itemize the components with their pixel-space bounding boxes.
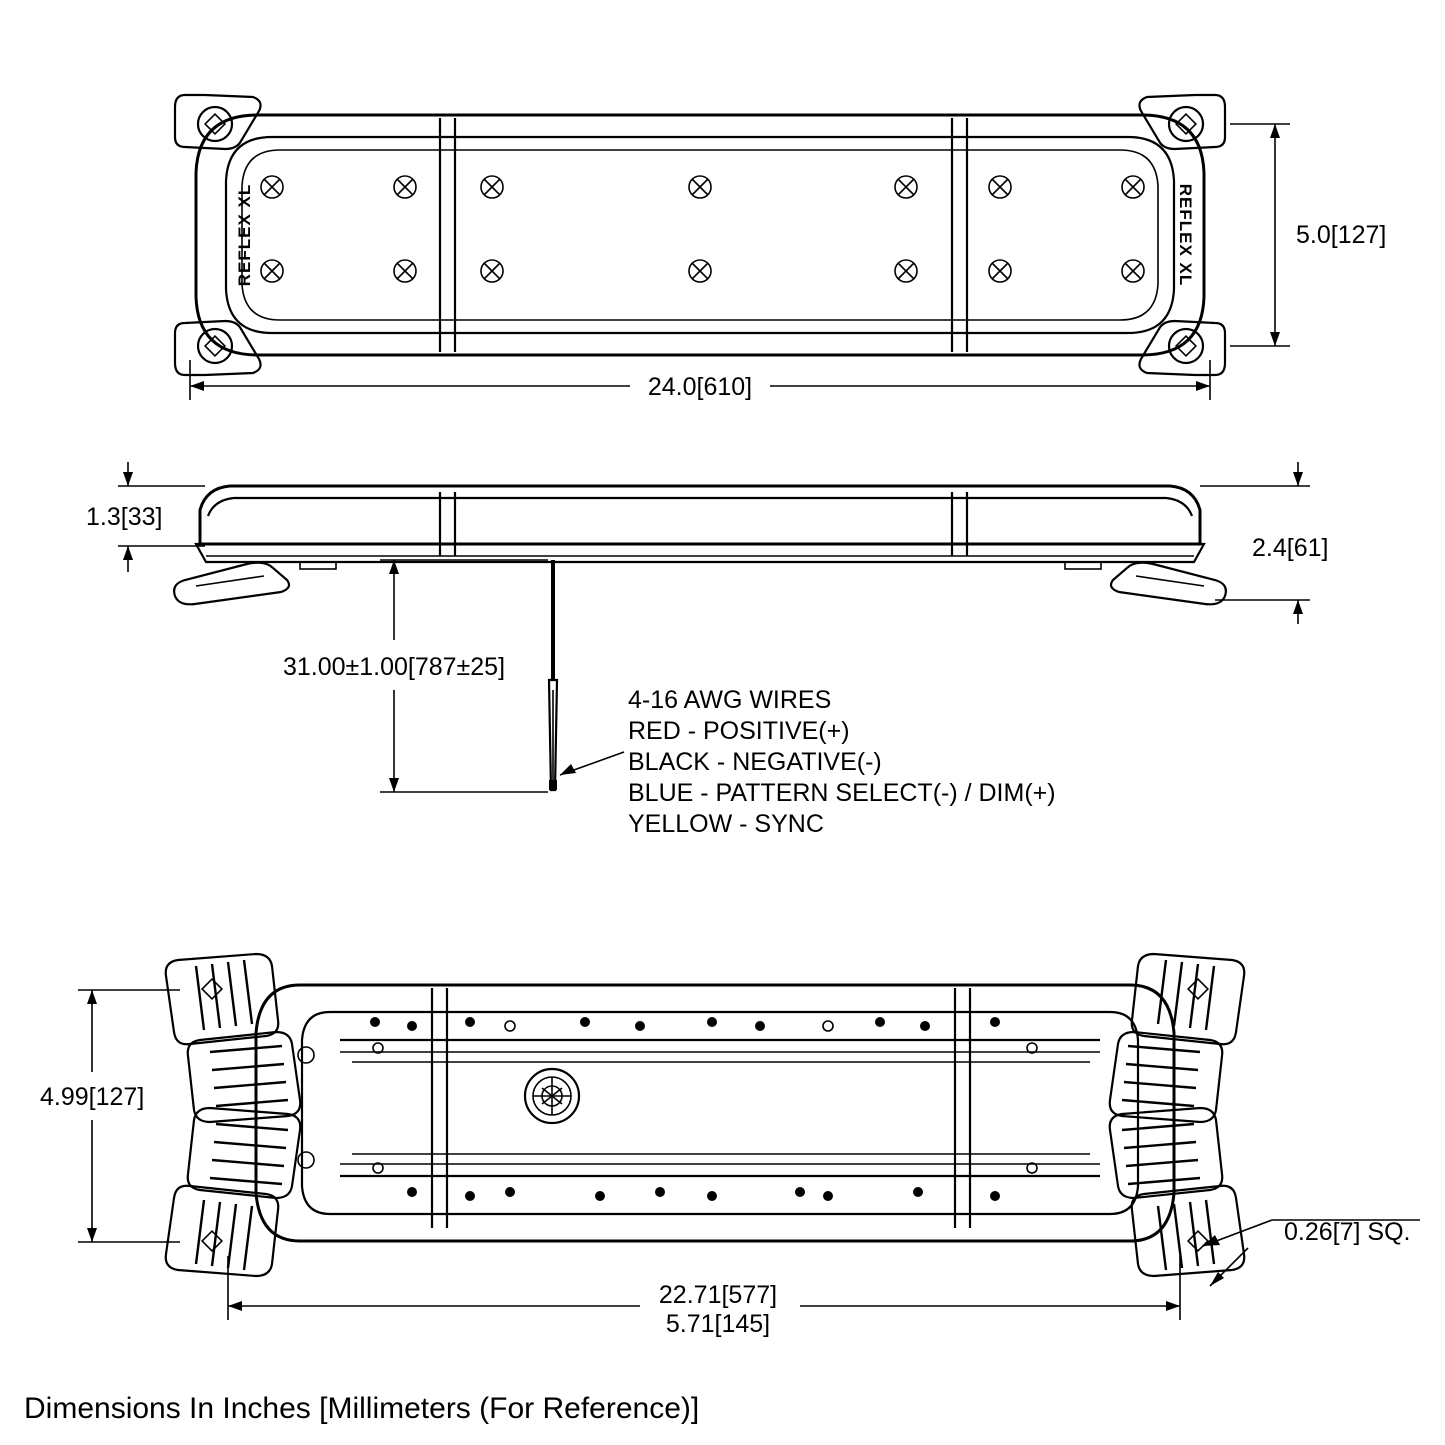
bottom-view-leds-top bbox=[370, 1017, 1037, 1053]
wire-bundle bbox=[549, 560, 557, 790]
side-view-overall-height-dimension bbox=[1200, 462, 1328, 624]
bolt-size-value: 0.26[7] SQ. bbox=[1284, 1218, 1411, 1246]
side-view-dome-height-value: 1.3[33] bbox=[86, 503, 163, 531]
bottom-view-span-dimensions bbox=[228, 1256, 1180, 1338]
top-view-depth-dimension bbox=[1230, 124, 1386, 346]
brand-label-right: REFLEX XL bbox=[1176, 183, 1195, 287]
side-view-dome-height-dimension bbox=[86, 462, 205, 572]
top-view-screws bbox=[261, 176, 1144, 282]
bottom-view-mount-brackets bbox=[166, 954, 1245, 1276]
wire-grommet bbox=[525, 1069, 579, 1123]
side-view bbox=[86, 462, 1328, 838]
brand-label-left: REFLEX XL bbox=[235, 183, 254, 287]
footer-note: Dimensions In Inches [Millimeters (For Reference)] bbox=[24, 1392, 700, 1425]
bolt-size-callout bbox=[1203, 1218, 1420, 1286]
side-view-overall-height-value: 2.4[61] bbox=[1252, 534, 1329, 562]
top-view bbox=[175, 95, 1386, 401]
top-view-width-value: 24.0[610] bbox=[647, 373, 753, 401]
wire-note-line-0: RED - POSITIVE(+) bbox=[628, 717, 850, 745]
bottom-view-depth-value: 4.99[127] bbox=[40, 1083, 145, 1111]
wire-length-dimension bbox=[283, 560, 548, 792]
wire-note-line-1: BLACK - NEGATIVE(-) bbox=[628, 748, 882, 776]
bottom-view-span-short-value: 5.71[145] bbox=[665, 1310, 771, 1338]
bottom-view-leds-bottom bbox=[373, 1163, 1037, 1201]
bottom-view-depth-dimension bbox=[40, 990, 180, 1242]
bottom-view-span-long-value: 22.71[577] bbox=[658, 1281, 778, 1309]
bottom-view bbox=[40, 954, 1420, 1338]
wire-note-line-3: YELLOW - SYNC bbox=[628, 810, 824, 838]
wire-note bbox=[560, 686, 1056, 838]
wire-note-line-2: BLUE - PATTERN SELECT(-) / DIM(+) bbox=[628, 779, 1056, 807]
wire-note-heading: 4-16 AWG WIRES bbox=[628, 686, 832, 714]
wire-length-value: 31.00±1.00[787±25] bbox=[282, 653, 506, 681]
top-view-width-dimension bbox=[190, 360, 1210, 401]
top-view-depth-value: 5.0[127] bbox=[1296, 221, 1387, 249]
